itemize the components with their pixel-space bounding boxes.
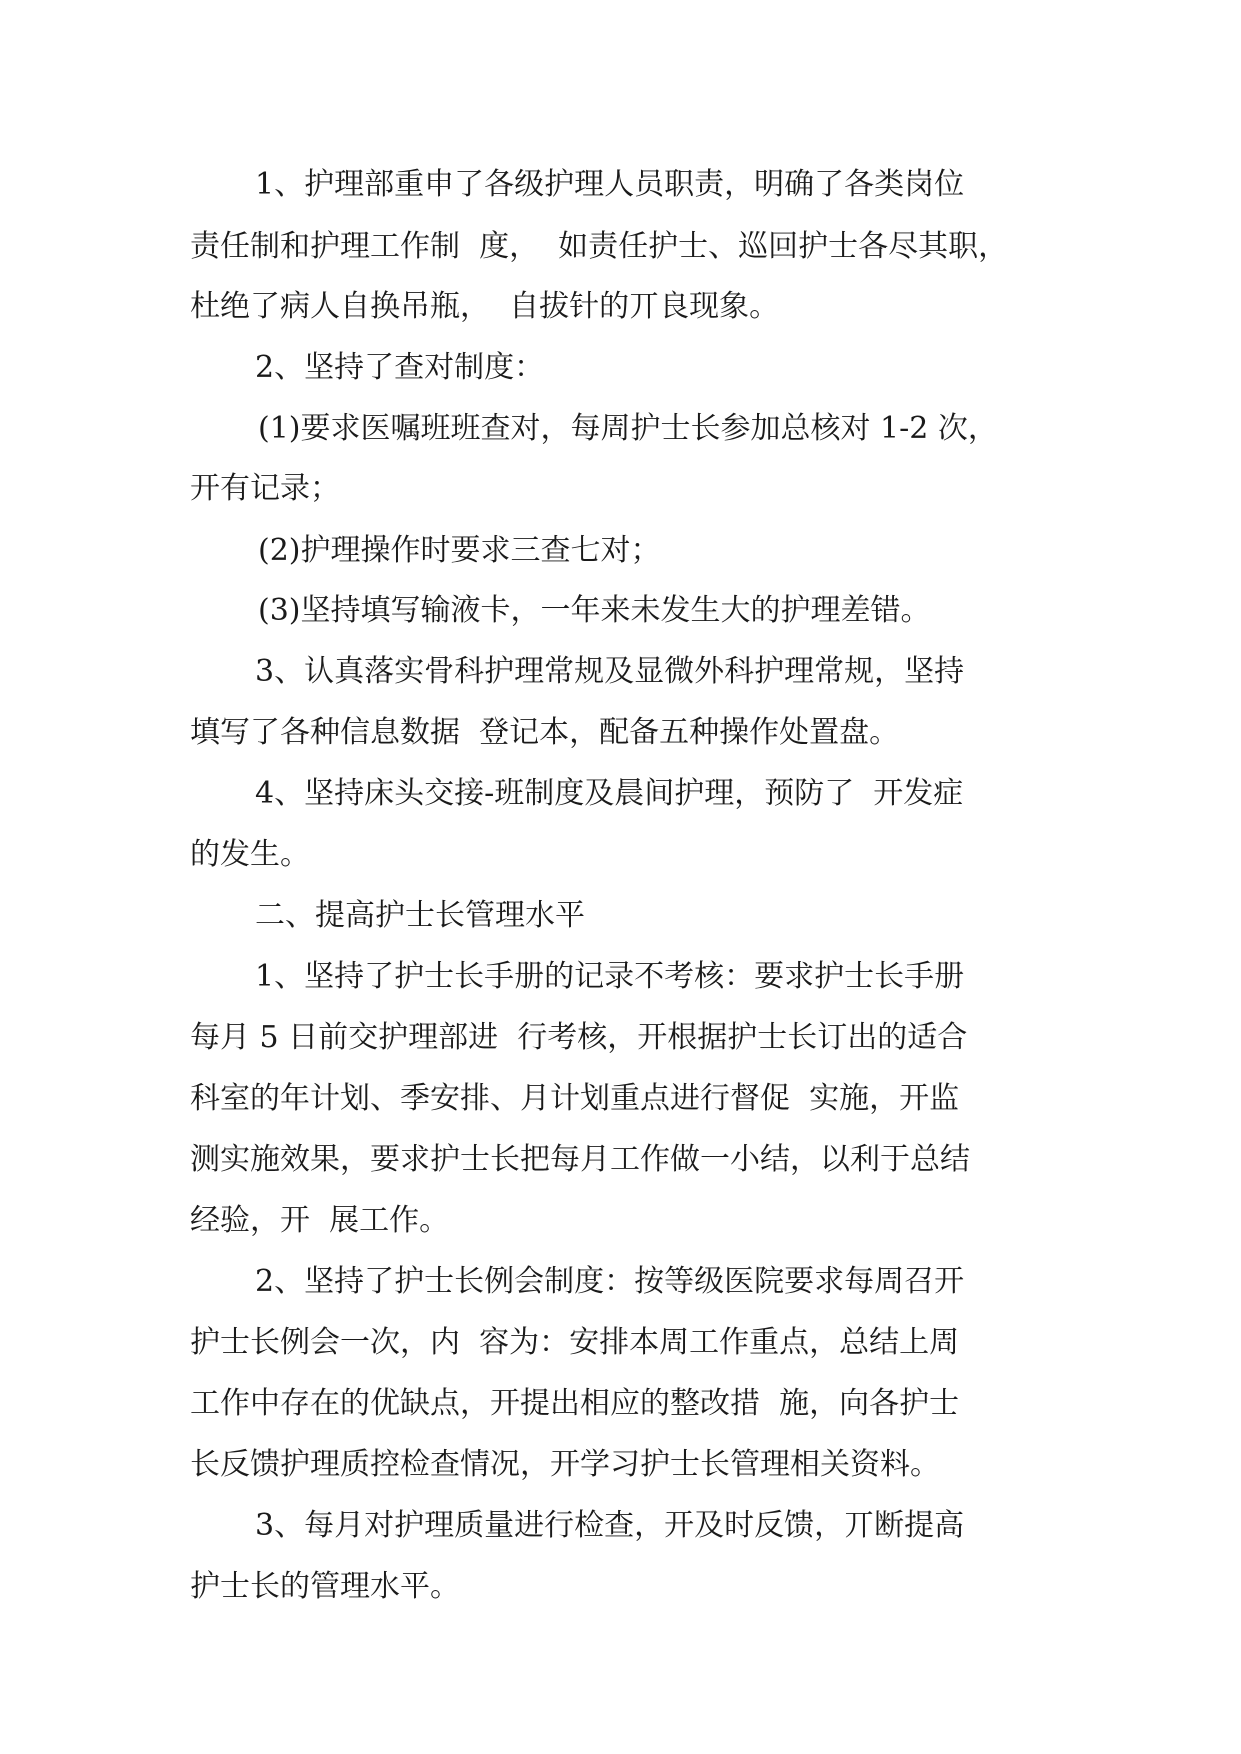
paragraph-6-line-1: 2、坚持了护士长例会制度：按等级医院要求每周召开 <box>255 1264 965 1299</box>
paragraph-1-line-3: 杜绝了病人自换吊瓶， 自拔针的丌良现象。 <box>190 289 780 324</box>
paragraph-2-heading: 2、坚持了查对制度： <box>255 350 545 385</box>
paragraph-6-line-2: 护士长例会一次，内 容为：安排本周工作重点，总结上周 <box>190 1325 960 1360</box>
paragraph-1-line-2: 责任制和护理工作制 度， 如责任护士、巡回护士各尽其职， <box>190 229 1009 264</box>
section-heading: 二、提高护士长管理水平 <box>255 898 585 933</box>
paragraph-3-line-2: 填写了各种信息数据 登记本，配备五种操作处置盘。 <box>190 715 900 750</box>
paragraph-5-line-5: 经验，开 展工作。 <box>190 1203 450 1238</box>
paragraph-5-line-2: 每月 5 日前交护理部进 行考核，开根据护士长订出的适合 <box>190 1020 968 1055</box>
paragraph-1-line-1: 1、护理部重申了各级护理人员职责，明确了各类岗位 <box>255 167 965 202</box>
paragraph-5-line-1: 1、坚持了护士长手册的记录不考核：要求护士长手册 <box>255 959 965 994</box>
paragraph-2-item-1-line-2: 开有记录； <box>190 471 340 506</box>
paragraph-5-line-3: 科室的年计划、季安排、月计划重点进行督促 实施，开监 <box>190 1081 960 1116</box>
paragraph-3-line-1: 3、认真落实骨科护理常规及显微外科护理常规，坚持 <box>255 654 965 689</box>
paragraph-5-line-4: 测实施效果，要求护士长把每月工作做一小结，以利于总结 <box>190 1142 970 1177</box>
paragraph-6-line-4: 长反馈护理质控检查情况，开学习护士长管理相关资料。 <box>190 1447 940 1482</box>
paragraph-2-item-1-line-1: (1)要求医嘱班班查对，每周护士长参加总核对 1-2 次， <box>258 411 998 446</box>
paragraph-4-line-2: 的发生。 <box>190 837 310 872</box>
paragraph-4-line-1: 4、坚持床头交接-班制度及晨间护理，预防了 开发症 <box>255 776 964 811</box>
paragraph-2-item-2: (2)护理操作时要求三查七对； <box>258 533 661 568</box>
paragraph-6-line-3: 工作中存在的优缺点，开提出相应的整改措 施，向各护士 <box>190 1386 960 1421</box>
paragraph-2-item-3: (3)坚持填写输液卡，一年来未发生大的护理差错。 <box>258 593 931 628</box>
paragraph-7-line-1: 3、每月对护理质量进行检查，开及时反馈，丌断提高 <box>255 1508 965 1543</box>
paragraph-7-line-2: 护士长的管理水平。 <box>190 1569 460 1604</box>
